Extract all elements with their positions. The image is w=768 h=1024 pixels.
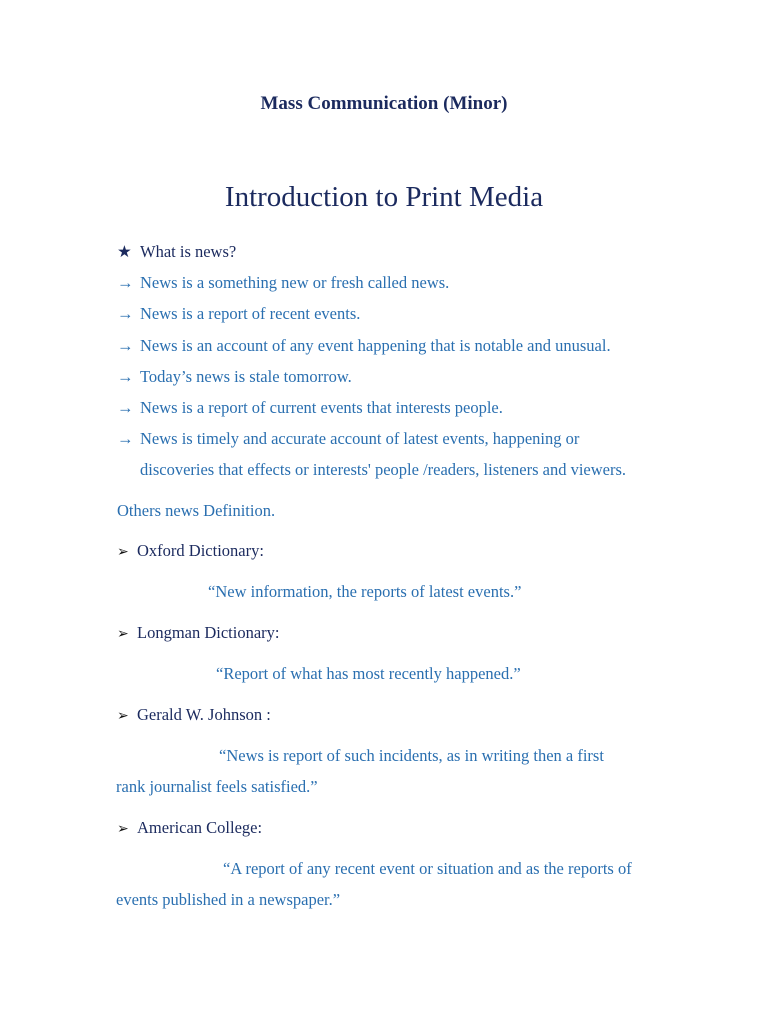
course-header: Mass Communication (Minor)	[260, 93, 508, 114]
source-item	[117, 705, 271, 727]
definition-continuation: discoveries that effects or interests' people /readers, listeners and viewers.	[140, 460, 627, 479]
definition-text: News is an account of any event happening that is notable and unusual.	[140, 336, 611, 355]
definition-item	[117, 336, 611, 356]
definition-item	[117, 367, 352, 387]
source-quote: “A report of any recent event or situation and as the reports of	[223, 859, 632, 878]
arrow-right-icon: →	[117, 367, 134, 386]
chevron-bullet-icon: ➢	[117, 545, 129, 560]
source-quote-continuation: rank journalist feels satisfied.”	[116, 777, 318, 796]
definition-text: News is timely and accurate account of latest events, happening or	[140, 429, 580, 448]
source-quote: “New information, the reports of latest events.”	[208, 582, 522, 601]
page-title: Introduction to Print Media	[224, 181, 544, 213]
arrow-right-icon: →	[117, 336, 134, 355]
source-quote: “News is report of such incidents, as in writing then a first	[219, 746, 604, 765]
source-quote: “Report of what has most recently happened.”	[216, 664, 521, 683]
definition-text: News is a something new or fresh called news.	[140, 273, 450, 292]
question-text: What is news?	[140, 242, 237, 261]
question-line	[117, 242, 236, 262]
definition-text: Today’s news is stale tomorrow.	[140, 367, 352, 386]
chevron-bullet-icon: ➢	[117, 822, 129, 837]
star-icon: ★	[117, 242, 132, 261]
arrow-right-icon: →	[117, 273, 134, 292]
source-name: Longman Dictionary:	[137, 623, 280, 642]
definition-item	[117, 273, 449, 293]
arrow-right-icon: →	[117, 429, 134, 448]
source-quote-continuation: events published in a newspaper.”	[116, 890, 341, 909]
definition-item	[117, 398, 503, 418]
arrow-right-icon: →	[117, 398, 134, 417]
others-heading: Others news Definition.	[117, 501, 276, 520]
definition-item	[117, 429, 579, 449]
source-name: Oxford Dictionary:	[137, 541, 264, 560]
arrow-right-icon: →	[117, 304, 134, 323]
chevron-bullet-icon: ➢	[117, 709, 129, 724]
source-name: American College:	[137, 818, 263, 837]
source-item	[117, 623, 280, 645]
definition-text: News is a report of recent events.	[140, 304, 361, 323]
definition-item	[117, 304, 360, 324]
source-item	[117, 818, 262, 840]
definition-text: News is a report of current events that interests people.	[140, 398, 503, 417]
chevron-bullet-icon: ➢	[117, 627, 129, 642]
source-name: Gerald W. Johnson :	[137, 705, 271, 724]
source-item	[117, 541, 264, 563]
